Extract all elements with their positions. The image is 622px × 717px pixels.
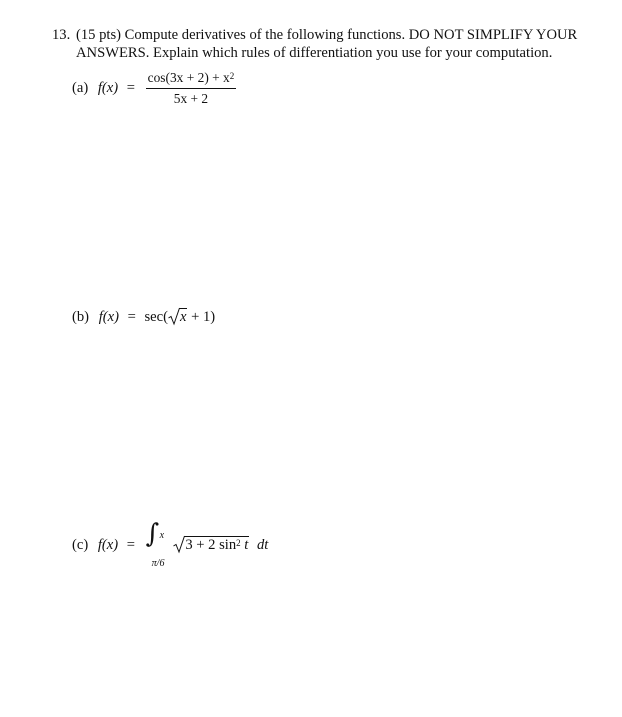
problem-statement <box>52 26 608 62</box>
part-c-label: (c) <box>72 537 89 553</box>
part-c-integrand-exponent: 2 <box>236 538 241 548</box>
part-b-radicand: x <box>180 309 187 325</box>
part-c-integrand-pre: 3 + 2 sin <box>185 537 237 553</box>
part-b-lhs: f(x) <box>98 309 119 325</box>
part-c-square-root <box>173 536 249 554</box>
part-a-equals: = <box>126 79 136 96</box>
problem-text-line-2: ANSWERS. Explain which rules of differentiation you use for your computation. <box>76 45 553 61</box>
part-c-upper-limit: x <box>159 529 165 541</box>
problem-line-1 <box>52 26 608 44</box>
part-c-differential: dt <box>257 537 269 553</box>
integral-sign-icon: ∫ <box>145 518 160 549</box>
part-a-numerator-exponent: 2 <box>229 71 235 81</box>
problem-number: 13. <box>52 27 71 43</box>
part-a-label: (a) <box>72 79 89 96</box>
radical-sign-icon <box>173 535 185 555</box>
part-a-lhs: f(x) <box>97 79 119 96</box>
part-b-label: (b) <box>72 309 90 325</box>
part-a-numerator-text: cos(3x + 2) + x <box>147 70 230 85</box>
part-b-function-tail: + 1) <box>187 309 216 325</box>
part-a-fraction <box>146 70 237 107</box>
part-c-radicand <box>184 536 249 553</box>
part-a-numerator <box>146 70 237 89</box>
part-c-equals: = <box>126 537 136 553</box>
part-a <box>72 70 236 107</box>
part-c-integrand-post: t <box>240 537 249 553</box>
part-c-integral <box>144 518 170 569</box>
part-a-denominator: 5x + 2 <box>173 91 209 106</box>
part-c-lhs: f(x) <box>97 537 119 553</box>
part-b <box>72 308 215 326</box>
part-b-equals: = <box>127 309 136 325</box>
radical-sign-icon <box>168 307 180 327</box>
part-c-lower-limit: π/6 <box>151 557 165 569</box>
problem-text-line-1: (15 pts) Compute derivatives of the following functions. DO NOT SIMPLIFY YOUR <box>76 27 578 43</box>
part-c <box>72 518 269 569</box>
part-b-function-open: sec( <box>144 309 168 325</box>
part-b-square-root <box>168 308 187 326</box>
